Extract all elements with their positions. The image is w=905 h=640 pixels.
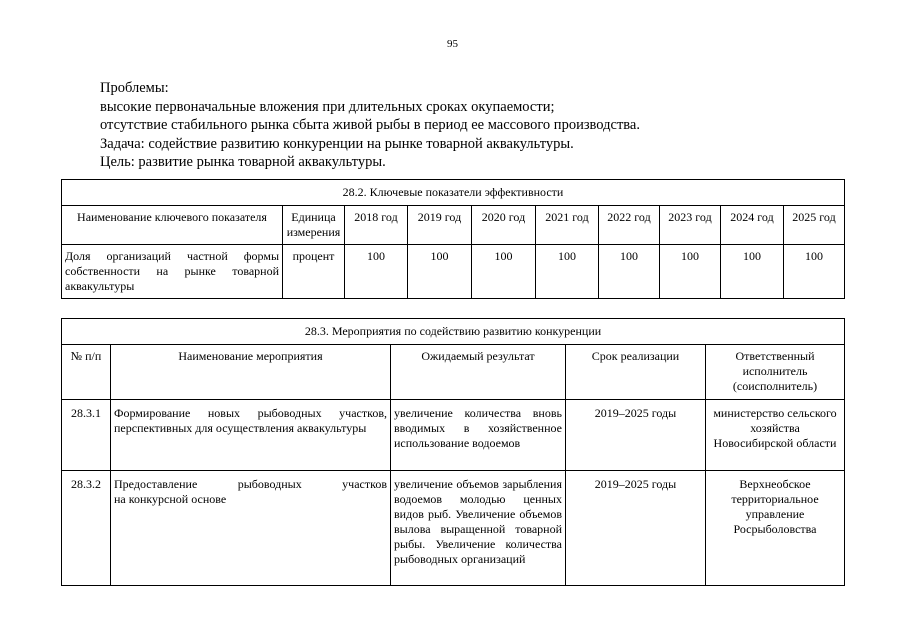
problem-item: отсутствие стабильного рынка сбыта живой рыбы в период ее массового производства.	[100, 117, 640, 133]
value-cell: 100	[721, 245, 784, 299]
measures-table	[61, 318, 845, 586]
table-row	[62, 400, 845, 471]
value-cell: 100	[536, 245, 599, 299]
measure-name	[111, 471, 391, 586]
kpi-table	[61, 179, 845, 299]
intro-text	[100, 79, 640, 172]
column-header-responsible: Ответственный исполнитель (соисполнитель)	[706, 345, 845, 400]
measure-name-line: Предоставление рыбоводных участков	[114, 477, 387, 491]
expected-result: увеличение объемов зарыбления водоемов молодью ценных видов рыб. Увеличение объемов вылова выращенной товарной рыбы. Увеличение количества рыбоводных организаций	[391, 471, 566, 586]
page-number: 95	[447, 38, 458, 50]
table-row	[62, 471, 845, 586]
column-header-year: 2021 год	[536, 206, 599, 245]
column-header-year: 2023 год	[660, 206, 721, 245]
problems-heading: Проблемы:	[100, 80, 169, 96]
column-header-number: № п/п	[62, 345, 111, 400]
row-number: 28.3.1	[62, 400, 111, 471]
task-text: Задача: содействие развитию конкуренции на рынке товарной аквакультуры.	[100, 135, 574, 152]
column-header-year: 2025 год	[784, 206, 845, 245]
column-header-year: 2022 год	[599, 206, 660, 245]
column-header-period: Срок реализации	[566, 345, 706, 400]
kpi-table-title: 28.2. Ключевые показатели эффективности	[62, 180, 845, 206]
value-cell: 100	[345, 245, 408, 299]
measure-name: Формирование новых рыбоводных участков, перспективных для осуществления аквакультуры	[111, 400, 391, 471]
column-header-year: 2020 год	[472, 206, 536, 245]
goal-text: Цель: развитие рынка товарной аквакультуры.	[100, 154, 386, 170]
column-header-result: Ожидаемый результат	[391, 345, 566, 400]
column-header-year: 2018 год	[345, 206, 408, 245]
implementation-period: 2019–2025 годы	[566, 400, 706, 471]
value-cell: 100	[472, 245, 536, 299]
expected-result: увеличение количества вновь вводимых в хозяйственное использование водоемов	[391, 400, 566, 471]
value-cell: 100	[599, 245, 660, 299]
table-row	[62, 245, 845, 299]
measure-name-line: на конкурсной основе	[114, 492, 227, 506]
implementation-period: 2019–2025 годы	[566, 471, 706, 586]
column-header-year: 2019 год	[408, 206, 472, 245]
row-number: 28.3.2	[62, 471, 111, 586]
problem-item: высокие первоначальные вложения при длительных сроках окупаемости;	[100, 98, 555, 115]
column-header-indicator: Наименование ключевого показателя	[62, 206, 283, 245]
value-cell: 100	[784, 245, 845, 299]
measures-table-title: 28.3. Мероприятия по содействию развитию конкуренции	[62, 319, 845, 345]
column-header-unit: Единица измерения	[283, 206, 345, 245]
value-cell: 100	[660, 245, 721, 299]
indicator-cell: Доля организаций частной формы собственности на рынке товарной аквакультуры	[62, 245, 283, 299]
column-header-name: Наименование мероприятия	[111, 345, 391, 400]
column-header-year: 2024 год	[721, 206, 784, 245]
responsible-executor: министерство сельского хозяйства Новосибирской области	[706, 400, 845, 471]
responsible-executor: Верхнеобское территориальное управление Росрыболовства	[706, 471, 845, 586]
unit-cell: процент	[283, 245, 345, 299]
value-cell: 100	[408, 245, 472, 299]
